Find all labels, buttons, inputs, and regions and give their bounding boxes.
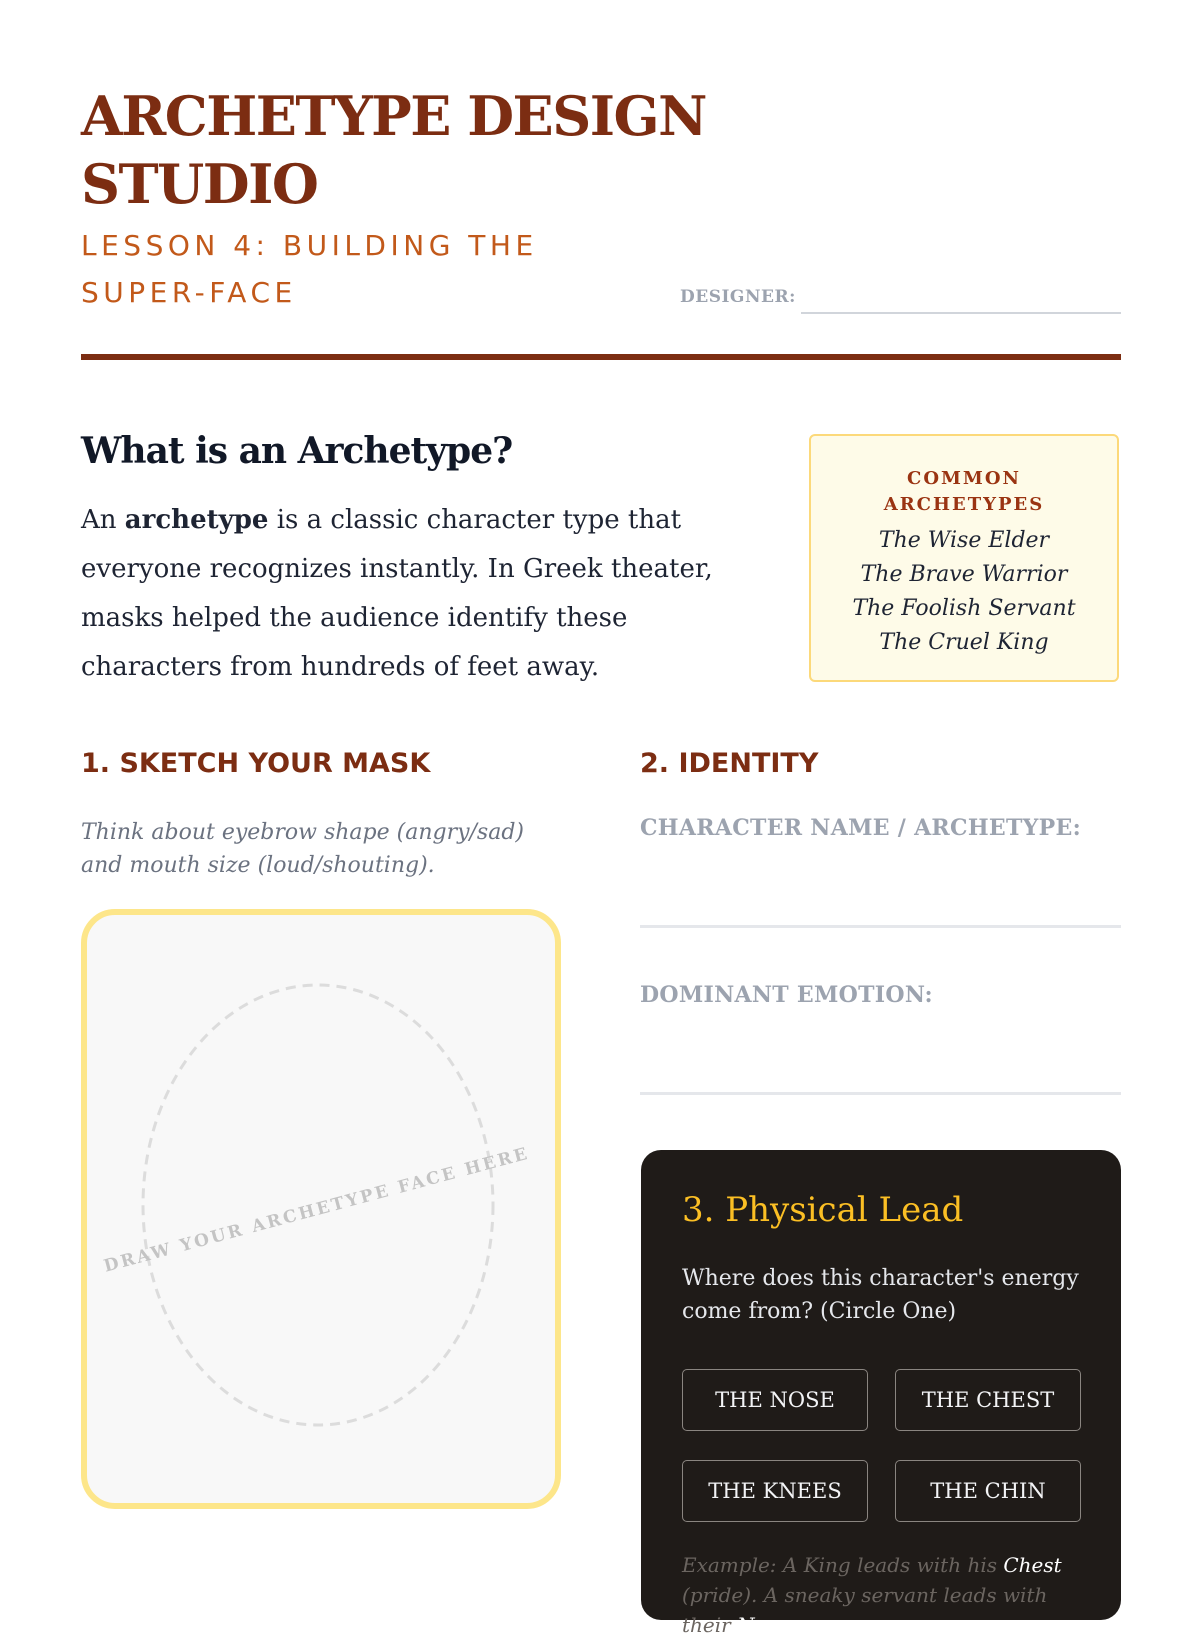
archetype-item: The Foolish Servant	[852, 596, 1076, 621]
option-chin[interactable]: THE CHIN	[895, 1460, 1081, 1522]
physical-lead-example	[682, 1550, 1102, 1640]
physical-lead-heading: 3. Physical Lead	[682, 1190, 964, 1230]
archetype-term: archetype	[124, 505, 269, 535]
page-title: ARCHETYPE DESIGN STUDIO	[81, 84, 706, 216]
designer-field[interactable]	[801, 312, 1121, 314]
intro-text-start: An	[81, 505, 125, 535]
common-archetypes-box	[809, 434, 1119, 682]
example-nose: Nose	[737, 1613, 789, 1637]
header-divider	[81, 354, 1121, 360]
archetype-item: The Brave Warrior	[860, 562, 1068, 587]
face-guide	[87, 915, 555, 1503]
example-chest: Chest	[1003, 1553, 1062, 1577]
intro-text-rest: is a classic character type that everyone recognizes instantly. In Greek theater, masks helped the audience identify these characters from hundreds of feet away.	[81, 505, 713, 682]
designer-label: DESIGNER:	[680, 287, 796, 307]
lesson-subtitle: LESSON 4: BUILDING THE SUPER-FACE	[81, 229, 538, 309]
dominant-emotion-field[interactable]	[640, 1092, 1121, 1095]
callout-heading: COMMON ARCHETYPES	[883, 468, 1045, 515]
archetype-item: The Cruel King	[879, 630, 1049, 655]
mask-drawing-area[interactable]	[81, 909, 561, 1509]
archetype-list	[811, 524, 1117, 660]
archetype-item: The Wise Elder	[878, 528, 1050, 553]
physical-lead-question: Where does this character's energy come from? (Circle One)	[682, 1266, 1079, 1324]
character-name-field[interactable]	[640, 925, 1121, 928]
physical-lead-card	[641, 1150, 1121, 1637]
intro-heading: What is an Archetype?	[81, 430, 513, 472]
option-chest[interactable]: THE CHEST	[895, 1369, 1081, 1431]
intro-text	[81, 496, 741, 692]
character-name-label: CHARACTER NAME / ARCHETYPE:	[640, 815, 1081, 841]
example-text-2: (pride). A sneaky servant leads with their	[682, 1583, 1048, 1637]
draw-placeholder: DRAW YOUR ARCHETYPE FACE HERE	[101, 1143, 532, 1277]
example-text-1: Example: A King leads with his	[682, 1553, 1004, 1577]
sketch-hint: Think about eyebrow shape (angry/sad) and mouth size (loud/shouting).	[81, 820, 525, 878]
option-knees[interactable]: THE KNEES	[682, 1460, 868, 1522]
sketch-heading: 1. SKETCH YOUR MASK	[81, 748, 431, 779]
identity-heading: 2. IDENTITY	[640, 748, 819, 779]
option-nose[interactable]: THE NOSE	[682, 1369, 868, 1431]
dominant-emotion-label: DOMINANT EMOTION:	[640, 982, 933, 1008]
